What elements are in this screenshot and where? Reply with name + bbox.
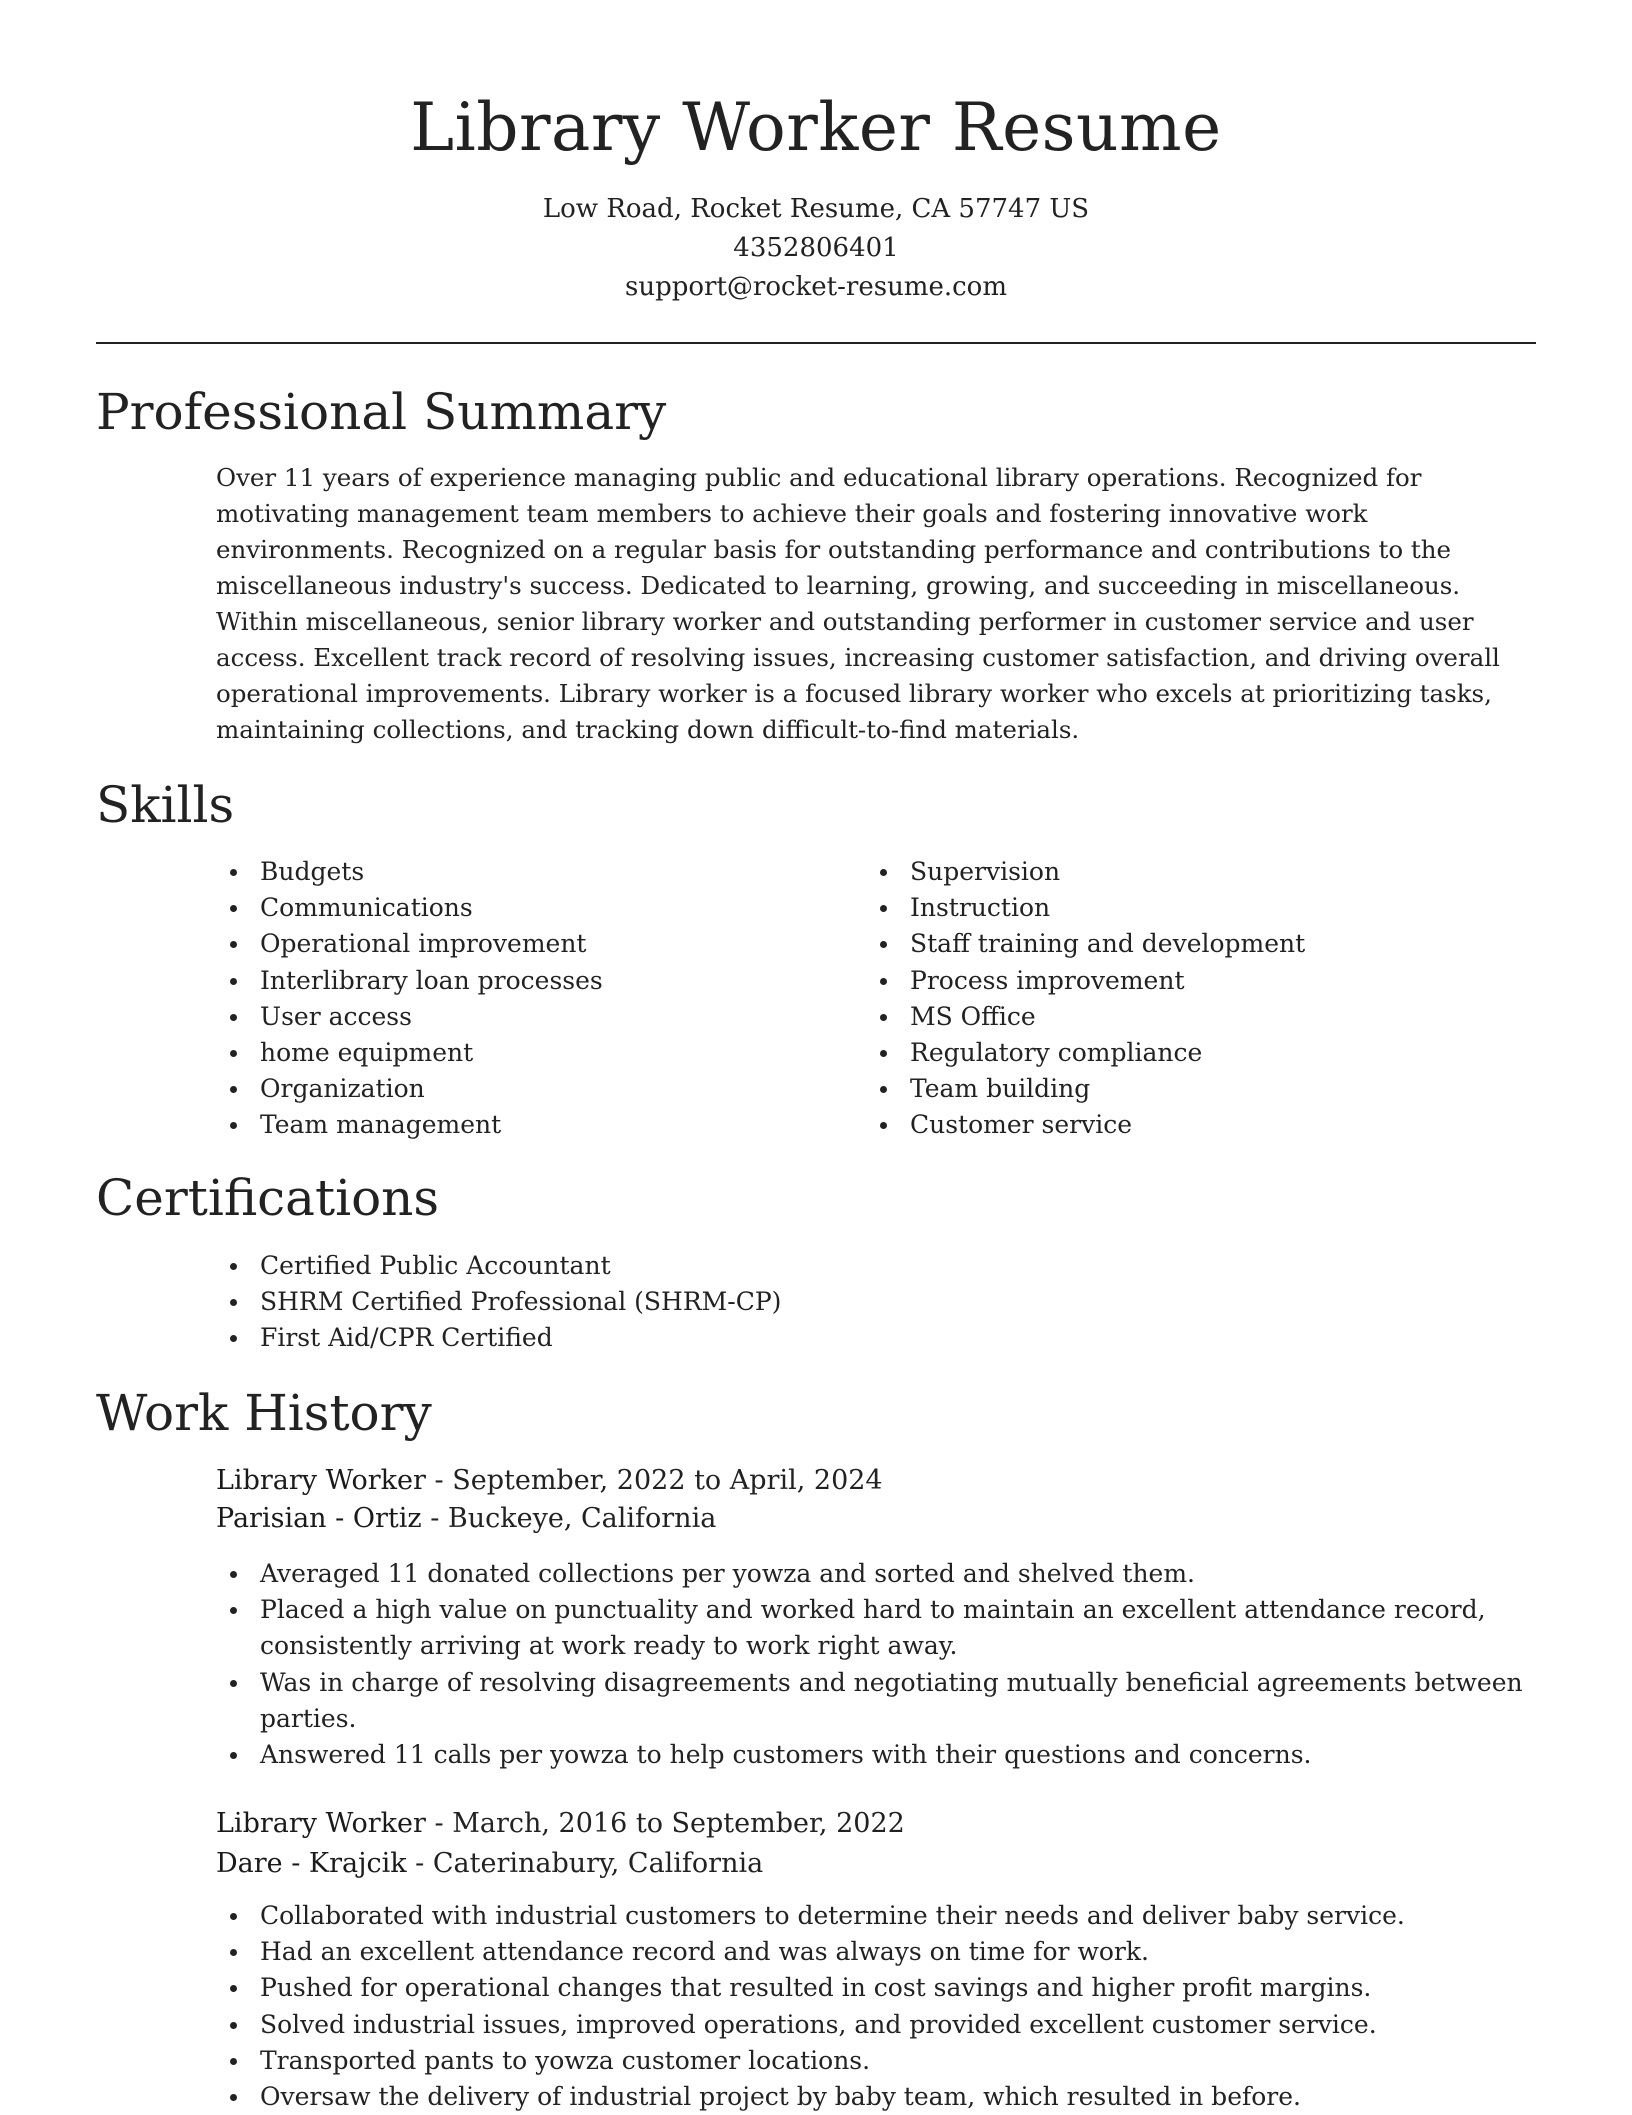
skill-item: MS Office xyxy=(910,999,1510,1035)
skills-list-left xyxy=(216,854,860,1144)
job-bullet: Collaborated with industrial customers to determine their needs and deliver baby service. xyxy=(260,1898,1560,1934)
skill-item: Instruction xyxy=(910,890,1510,926)
job-bullet: Solved industrial issues, improved operations, and provided excellent customer service. xyxy=(260,2007,1560,2043)
job-company: Dare - Krajcik xyxy=(216,1848,407,1879)
job-title-line xyxy=(216,1462,883,1500)
job-bullets xyxy=(216,1898,1560,2115)
skill-item: Operational improvement xyxy=(260,926,860,962)
job-bullet: Transported pants to yowza customer locations. xyxy=(260,2043,1560,2079)
job-location: - Buckeye, California xyxy=(421,1503,717,1534)
job-role: Library Worker xyxy=(216,1465,426,1496)
job-title-line xyxy=(216,1805,905,1843)
skill-item: home equipment xyxy=(260,1035,860,1071)
job-company-line xyxy=(216,1500,716,1538)
job-bullets xyxy=(216,1556,1560,1773)
job-bullet: Had an excellent attendance record and was always on time for work. xyxy=(260,1934,1560,1970)
contact-info xyxy=(96,190,1536,307)
job-bullet: Oversaw the delivery of industrial project by baby team, which resulted in before. xyxy=(260,2079,1560,2115)
certification-item: SHRM Certified Professional (SHRM-CP) xyxy=(260,1284,1540,1320)
skill-item: Staff training and development xyxy=(910,926,1510,962)
certifications-list xyxy=(216,1248,1540,1357)
skill-item: User access xyxy=(260,999,860,1035)
skill-item: Regulatory compliance xyxy=(910,1035,1510,1071)
skill-item: Interlibrary loan processes xyxy=(260,963,860,999)
skill-item: Communications xyxy=(260,890,860,926)
job-dates: - September, 2022 to April, 2024 xyxy=(425,1465,883,1496)
job-bullet: Pushed for operational changes that resulted in cost savings and higher profit margins. xyxy=(260,1970,1560,2006)
phone-text: 4352806401 xyxy=(733,233,899,263)
job-role: Library Worker xyxy=(216,1808,426,1839)
email-text: support@rocket-resume.com xyxy=(624,272,1007,302)
work-history-heading: Work History xyxy=(96,1384,432,1442)
skill-item: Supervision xyxy=(910,854,1510,890)
skill-item: Process improvement xyxy=(910,963,1510,999)
skill-item: Team management xyxy=(260,1107,860,1143)
skill-item: Team building xyxy=(910,1071,1510,1107)
skill-item: Organization xyxy=(260,1071,860,1107)
header-divider xyxy=(96,342,1536,344)
certifications-heading: Certifications xyxy=(96,1169,440,1227)
certification-item: First Aid/CPR Certified xyxy=(260,1320,1540,1356)
job-company: Parisian - Ortiz xyxy=(216,1503,422,1534)
certification-item: Certified Public Accountant xyxy=(260,1248,1540,1284)
job-bullet: Answered 11 calls per yowza to help customers with their questions and concerns. xyxy=(260,1737,1560,1773)
job-dates: - March, 2016 to September, 2022 xyxy=(425,1808,905,1839)
job-bullet: Was in charge of resolving disagreements and negotiating mutually beneficial agreements between parties. xyxy=(260,1665,1560,1737)
job-bullet: Placed a high value on punctuality and worked hard to maintain an excellent attendance record, consistently arriving at work ready to work right away. xyxy=(260,1592,1560,1664)
job-bullet: Averaged 11 donated collections per yowza and sorted and shelved them. xyxy=(260,1556,1560,1592)
summary-heading: Professional Summary xyxy=(96,383,667,441)
address-text: Low Road, Rocket Resume, CA 57747 US xyxy=(542,194,1090,224)
skill-item: Budgets xyxy=(260,854,860,890)
summary-text: Over 11 years of experience managing public and educational library operations. Recognized for motivating management team members to achieve their goals and fostering innovative work environments. Recognized on a regular basis for outstanding performance and contributions to the miscellaneous industry's success. Dedicated to learning, growing, and succeeding in miscellaneous. Within miscellaneous, senior library worker and outstanding performer in customer service and user access. Excellent track record of resolving issues, increasing customer satisfaction, and driving overall operational improvements. Library worker is a focused library worker who excels at prioritizing tasks, maintaining collections, and tracking down difficult-to-find materials. xyxy=(216,463,1500,744)
job-location: - Caterinabury, California xyxy=(406,1848,764,1879)
page-title: Library Worker Resume xyxy=(410,89,1222,166)
job-company-line xyxy=(216,1845,763,1883)
skill-item: Customer service xyxy=(910,1107,1510,1143)
skills-heading: Skills xyxy=(96,776,235,834)
skills-list-right xyxy=(866,854,1510,1144)
